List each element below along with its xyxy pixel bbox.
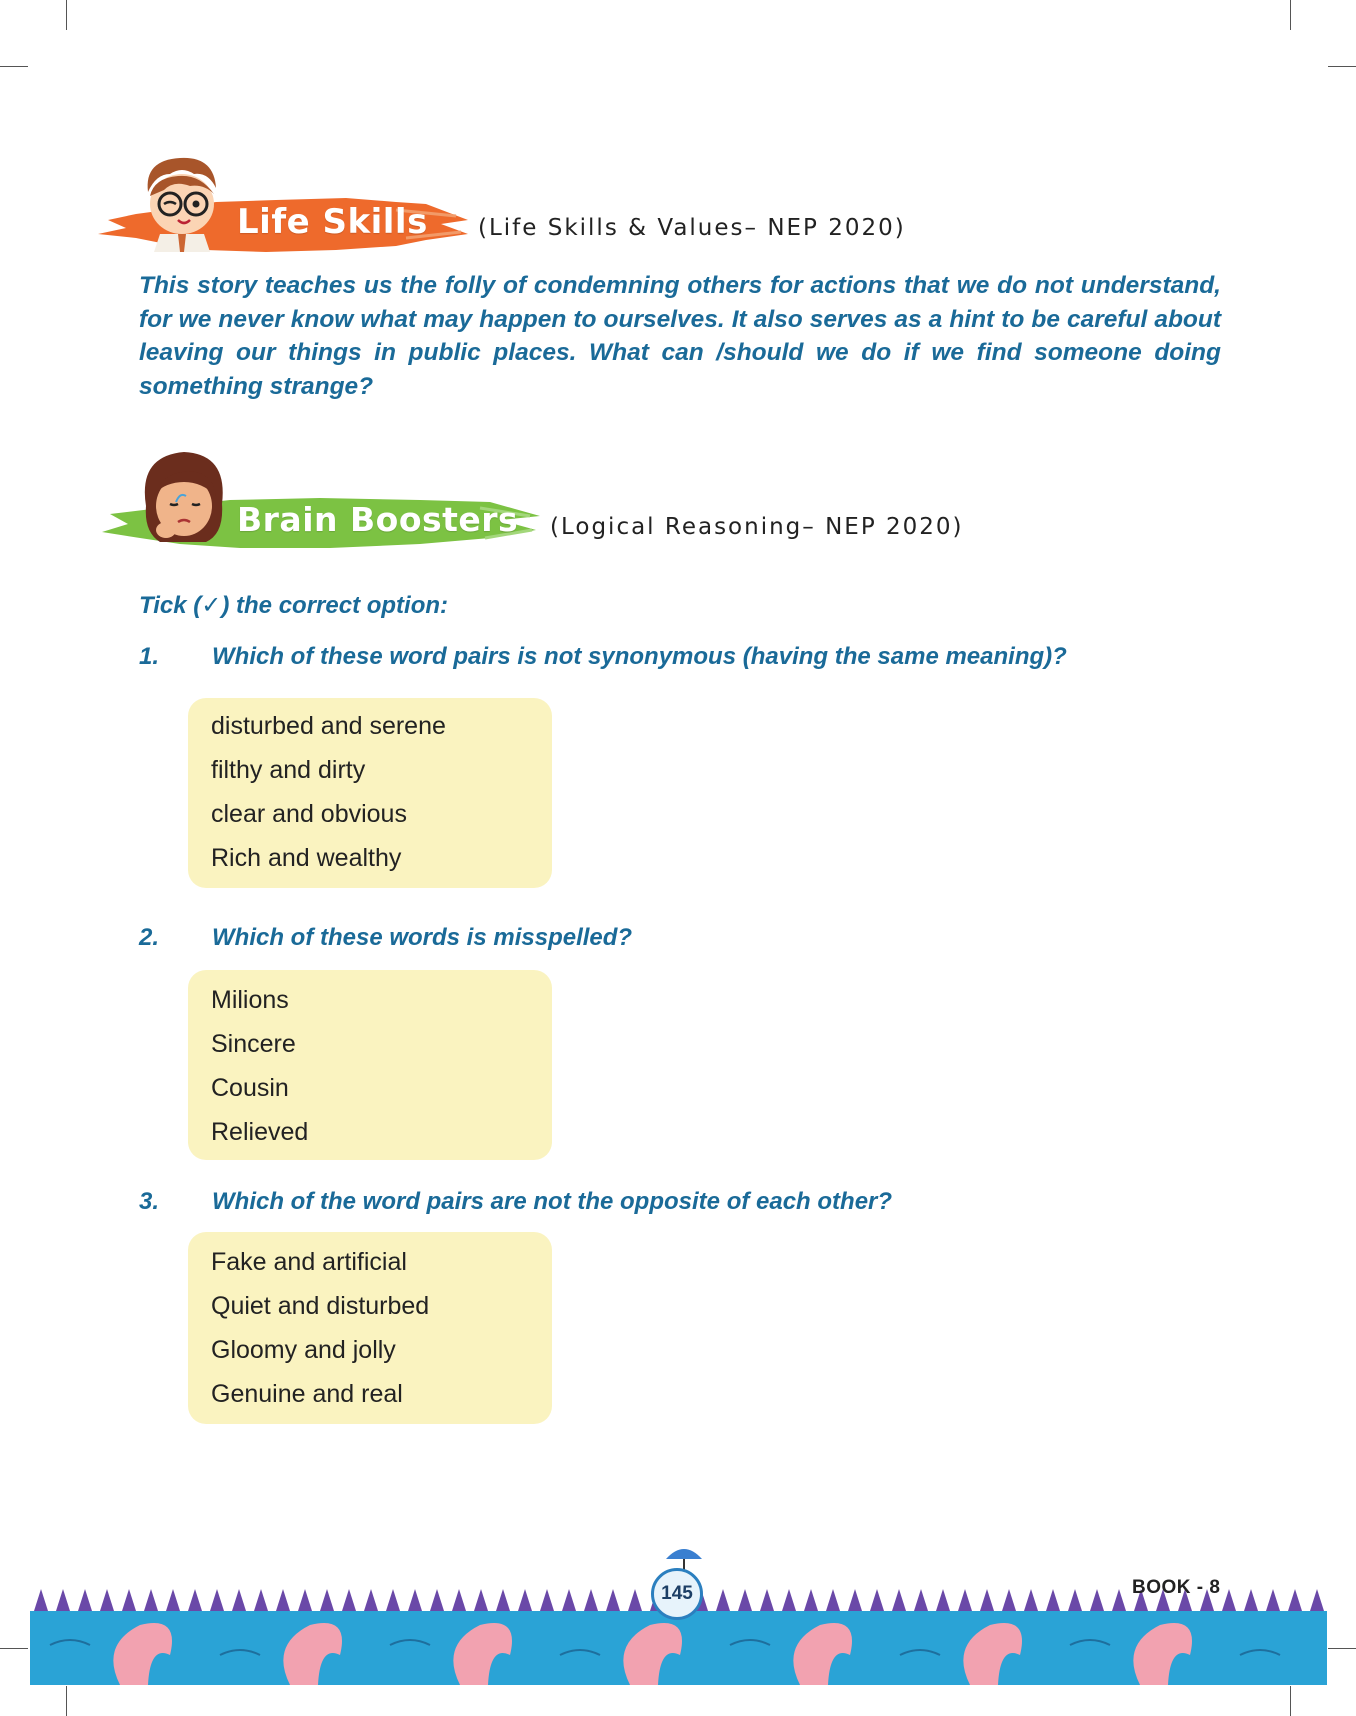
option-item[interactable]: Milions <box>211 986 289 1014</box>
page-number: 145 <box>651 1568 703 1620</box>
life-skills-paragraph: This story teaches us the folly of condemning others for actions that we do not understand, for we never know what may happen to ourselves. It also serves as a hint to be careful about leaving our things in public places. What can /should we do if we find someone doing something strange? <box>139 272 1221 400</box>
question-number: 3. <box>139 1188 160 1215</box>
option-item[interactable]: disturbed and serene <box>211 712 446 740</box>
options-box <box>188 1232 552 1424</box>
brain-boosters-title: Brain Boosters <box>237 500 519 539</box>
brain-boosters-subtitle: (Logical Reasoning– NEP 2020) <box>550 514 964 540</box>
life-skills-subtitle: (Life Skills & Values– NEP 2020) <box>478 215 906 241</box>
option-item[interactable]: Relieved <box>211 1118 309 1146</box>
crop-mark <box>0 66 28 67</box>
option-item[interactable]: Genuine and real <box>211 1380 403 1408</box>
question-text: Which of these words is misspelled? <box>212 924 633 951</box>
girl-mascot-icon <box>136 446 230 550</box>
option-item[interactable]: Quiet and disturbed <box>211 1292 430 1320</box>
life-skills-title: Life Skills <box>237 202 428 242</box>
option-item[interactable]: filthy and dirty <box>211 756 366 784</box>
question-text: Which of the word pairs are not the opposite of each other? <box>212 1188 893 1215</box>
crop-mark <box>66 1686 67 1716</box>
question-text: Which of these word pairs is not synonymous (having the same meaning)? <box>212 643 1067 670</box>
boy-mascot-icon <box>134 152 230 252</box>
options-box <box>188 970 552 1160</box>
crop-mark <box>1290 0 1291 30</box>
crop-mark <box>1328 66 1356 67</box>
option-item[interactable]: Fake and artificial <box>211 1248 407 1276</box>
option-item[interactable]: Gloomy and jolly <box>211 1336 396 1364</box>
option-item[interactable]: Cousin <box>211 1074 289 1102</box>
crop-mark <box>1290 1686 1291 1716</box>
book-label: BOOK - 8 <box>1132 1577 1221 1598</box>
question-number: 2. <box>139 924 160 951</box>
instruction-text: Tick (✓) the correct option: <box>139 592 449 619</box>
option-item[interactable]: Sincere <box>211 1030 296 1058</box>
crop-mark <box>1328 1648 1356 1649</box>
options-box <box>188 698 552 888</box>
option-item[interactable]: Rich and wealthy <box>211 844 402 872</box>
crop-mark <box>66 0 67 30</box>
question-number: 1. <box>139 643 160 670</box>
crop-mark <box>0 1648 28 1649</box>
option-item[interactable]: clear and obvious <box>211 800 407 828</box>
